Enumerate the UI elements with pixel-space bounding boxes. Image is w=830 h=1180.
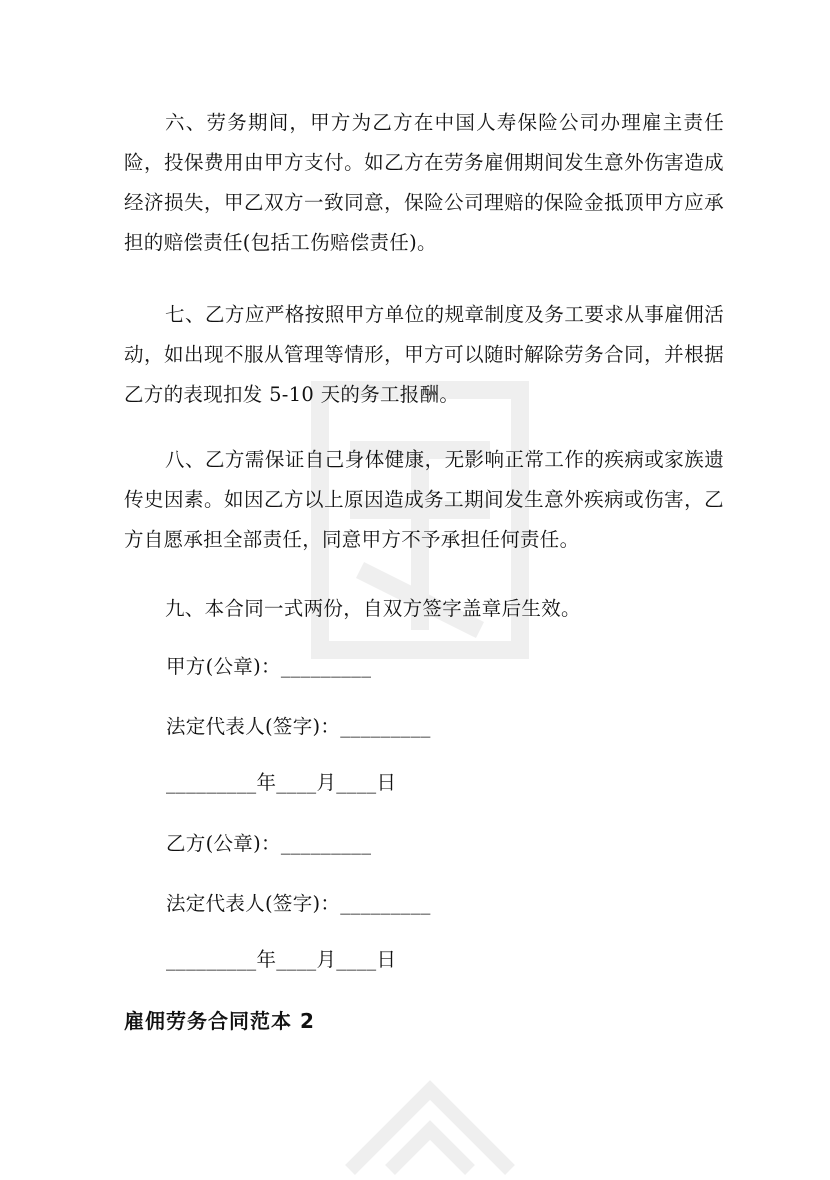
party-a-seal-line: 甲方(公章)：_________: [166, 655, 372, 678]
party-b-seal-line: 乙方(公章)：_________: [166, 832, 372, 855]
party-a-date-line: _________年____月____日: [166, 771, 397, 794]
clause-seven: 七、乙方应严格按照甲方单位的规章制度及务工要求从事雇佣活动，如出现不服从管理等情形，甲方可以随时解除劳务合同，并根据乙方的表现扣发 5-10 天的务工报酬。: [124, 303, 724, 406]
next-section-title: 雇佣劳务合同范本 2: [124, 1009, 315, 1033]
party-a-representative-line: 法定代表人(签字)：_________: [166, 715, 431, 738]
party-b-date-line: _________年____月____日: [166, 948, 397, 971]
clause-eight: 八、乙方需保证自己身体健康，无影响正常工作的疾病或家族遗传史因素。如因乙方以上原因造成务工期间发生意外疾病或伤害，乙方自愿承担全部责任，同意甲方不予承担任何责任。: [124, 448, 724, 551]
clause-nine: 九、本合同一式两份，自双方签字盖章后生效。: [165, 597, 581, 620]
watermark-fragment-icon: [330, 1070, 530, 1180]
clause-six: 六、劳务期间，甲方为乙方在中国人寿保险公司办理雇主责任险，投保费用由甲方支付。如乙方在劳务雇佣期间发生意外伤害造成经济损失，甲乙双方一致同意，保险公司理赔的保险金抵顶甲方应承担的赔偿责任(包括工伤赔偿责任)。: [124, 111, 724, 254]
party-b-representative-line: 法定代表人(签字)：_________: [166, 892, 431, 915]
